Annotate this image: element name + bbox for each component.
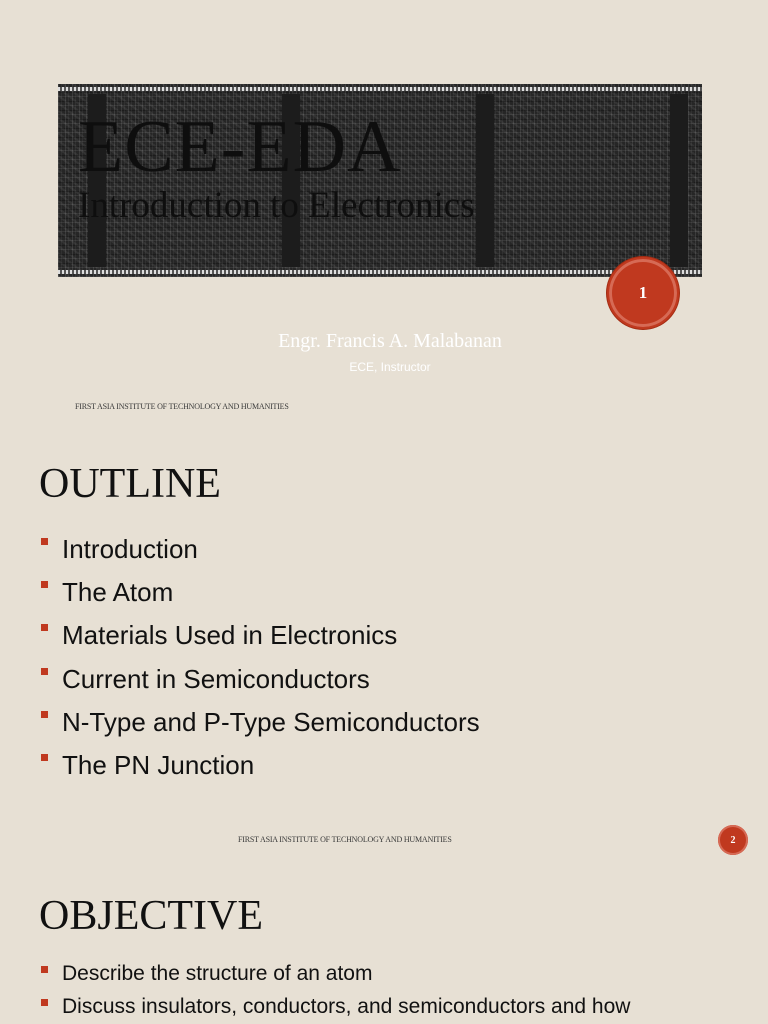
outline-list (39, 528, 480, 787)
banner-column (670, 94, 688, 267)
objective-heading: OBJECTIVE (39, 893, 263, 939)
banner-top-edge (58, 87, 702, 91)
objective-item: Discuss insulators, conductors, and semiconductors and how (39, 990, 630, 1023)
outline-item: The Atom (39, 571, 480, 614)
outline-item: The PN Junction (39, 744, 480, 787)
outline-item: Current in Semiconductors (39, 658, 480, 701)
banner-bottom-edge (58, 270, 702, 274)
outline-item: N-Type and P-Type Semiconductors (39, 701, 480, 744)
outline-heading: OUTLINE (39, 461, 221, 507)
slide-footer: FIRST ASIA INSTITUTE OF TECHNOLOGY AND HUMANITIES (238, 835, 452, 844)
author-name: Engr. Francis A. Malabanan (278, 330, 502, 352)
objective-list (39, 957, 630, 1023)
outline-item: Introduction (39, 528, 480, 571)
page-number-badge: 2 (718, 825, 748, 855)
slide-title: ECE-EDA (78, 106, 402, 188)
banner-column (476, 94, 494, 267)
objective-item: Describe the structure of an atom (39, 957, 630, 990)
author-role: ECE, Instructor (349, 360, 431, 374)
outline-item: Materials Used in Electronics (39, 614, 480, 657)
page-number-badge: 1 (607, 257, 679, 329)
slide-subtitle: Introduction to Electronics (78, 185, 475, 226)
slide-footer: FIRST ASIA INSTITUTE OF TECHNOLOGY AND HUMANITIES (75, 402, 289, 411)
